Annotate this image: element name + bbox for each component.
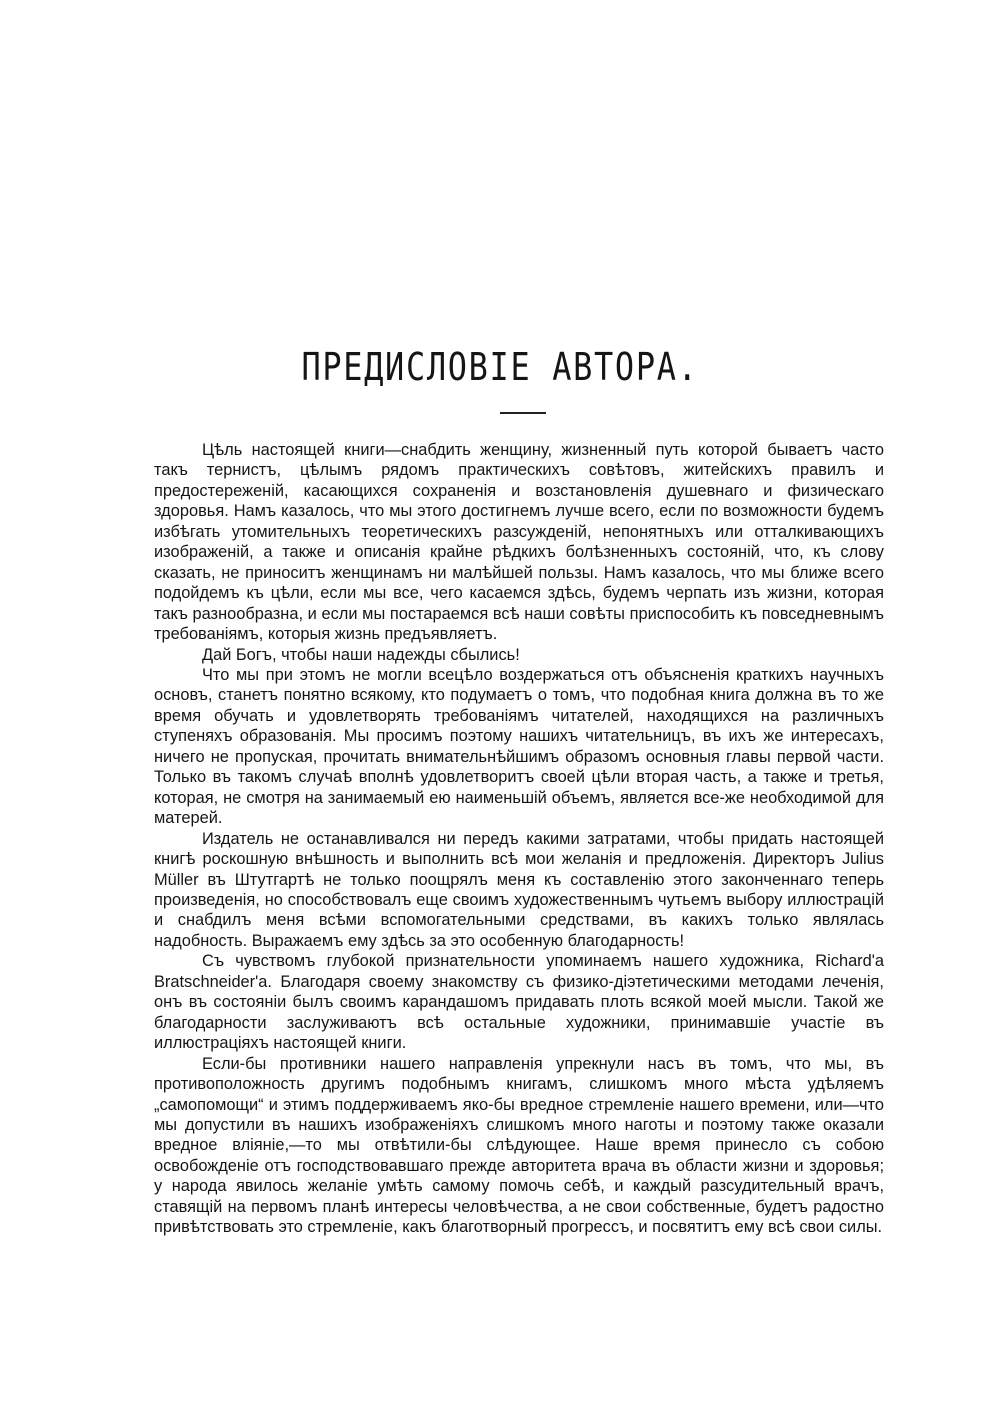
paragraph: Дай Богъ, чтобы наши надежды сбылись! <box>202 645 520 664</box>
paragraph: Издатель не останавливался ни передъ какими затратами, чтобы придать настоящей книгѣ роскошную внѣшность и выполнить всѣ мои желанія и предложенія. Директоръ Julius Müller въ Штутгартѣ не только поощрялъ меня къ составленію этого законченнаго теперь произведенія, но способствовалъ еще своимъ художественнымъ чутьемъ выбору иллюстрацій и снабдилъ меня всѣми вспомогательными средствами, въ какихъ только являлась надобность. Выражаемъ ему здѣсь за это особенную благодарность! <box>154 829 884 950</box>
paragraph: Если-бы противники нашего направленія упрекнули насъ въ томъ, что мы, въ противоположность другимъ подобнымъ книгамъ, слишкомъ много мѣста удѣляемъ „самопомощи“ и этимъ поддерживаемъ яко-бы вредное стремленіе нашего времени, или—что мы допустили въ нашихъ изображеніяхъ слишкомъ много наготы и поэтому также оказали вредное вліяніе,—то мы отвѣтили-бы слѣдующее. Наше время принесло съ собою освобожденіе отъ господствовавшаго прежде авторитета врача въ области жизни и здоровья; у народа явилось желаніе умѣть самому помочь себѣ, и каждый разсудительный врачъ, ставящій на первомъ планѣ интересы человѣчества, а не свои собственные, будетъ радостно привѣтствовать это стремленіе, какъ благотворный прогрессъ, и посвятитъ ему всѣ свои силы. <box>154 1054 884 1237</box>
preface-body <box>154 440 884 1238</box>
paragraph: Съ чувствомъ глубокой признательности упоминаемъ нашего художника, Richard'a Bratschneider'a. Благодаря своему знакомству съ физико-діэтетическими методами леченія, онъ въ состояніи былъ своимъ карандашомъ придавать плоть всякой моей мысли. Такой же благодарности заслуживаютъ всѣ остальные художники, принимавшіе участіе въ иллюстраціяхъ настоящей книги. <box>154 952 884 1053</box>
paragraph: Цѣль настоящей книги—снабдить женщину, жизненный путь которой бываетъ часто такъ тернистъ, цѣлымъ рядомъ практическихъ совѣтовъ, житейскихъ правилъ и предостереженій, касающихся сохраненія и возстановленія душевнаго и физическаго здоровья. Намъ казалось, что мы этого достигнемъ лучше всего, если по возможности будемъ избѣгать утомительныхъ теоретическихъ разсужденій, непонятныхъ или отталкивающихъ изображеній, а также и описанія крайне рѣдкихъ болѣзненныхъ состояній, что, къ слову сказать, не приноситъ женщинамъ ни малѣйшей пользы. Намъ казалось, что мы ближе всего подойдемъ къ цѣли, если мы все, чего касаемся здѣсь, будемъ черпать изъ жизни, которая такъ разнообразна, и если мы постараемся всѣ наши совѣты приспособить къ повседневнымъ требованіямъ, которыя жизнь предъявляетъ. <box>154 441 884 644</box>
title-divider <box>500 412 546 414</box>
paragraph: Что мы при этомъ не могли всецѣло воздержаться отъ объясненія краткихъ научныхъ основъ, станетъ понятно всякому, кто подумаетъ о томъ, что подобная книга должна въ то же время обучать и удовлетворять требованіямъ читателей, находящихся на различныхъ ступеняхъ образованія. Мы просимъ поэтому нашихъ читательницъ, въ ихъ же интересахъ, ничего не пропуская, прочитать внимательнѣйшимъ образомъ основныя главы первой части. Только въ такомъ случаѣ вполнѣ удовлетворитъ своей цѣли вторая часть, а также и третья, которая, не смотря на занимаемый ею наименьшій объемъ, является все-же необходимой для матерей. <box>154 665 884 828</box>
page-title: ПРЕДИСЛОВІЕ АВТОРА. <box>301 345 699 389</box>
